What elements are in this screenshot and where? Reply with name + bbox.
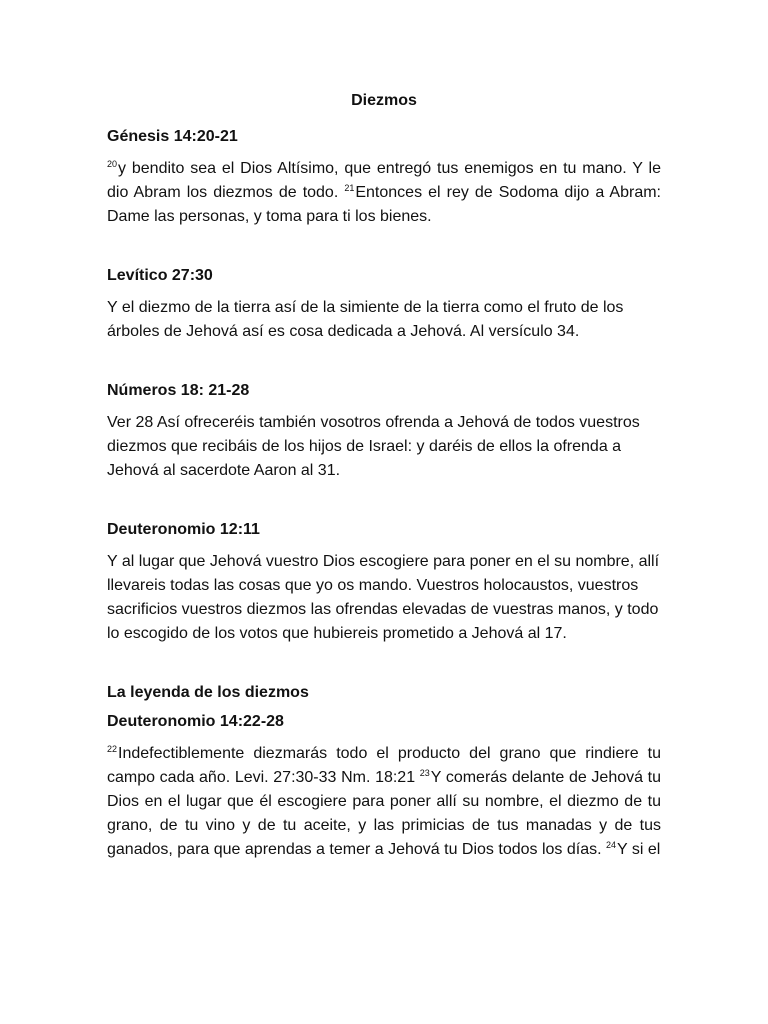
section-heading-leyenda: La leyenda de los diezmos bbox=[107, 684, 309, 701]
section-heading-numeros: Números 18: 21-28 bbox=[107, 382, 250, 399]
paragraph-levitico: Y el diezmo de la tierra así de la simiente de la tierra como el fruto de los árboles de Jehová así es cosa dedicada a Jehová. Al versículo 34. bbox=[107, 299, 624, 340]
section-heading-genesis: Génesis 14:20-21 bbox=[107, 128, 238, 145]
verse-number: 20 bbox=[107, 158, 118, 169]
paragraph-deuteronomio-12: Y al lugar que Jehová vuestro Dios escogiere para poner en el su nombre, allí llevareis todas las cosas que yo os mando. Vuestros holocaustos, vuestros sacrificios vuestros diezmos las ofrendas elevadas de vuestras manos, y todo lo escogido de los votos que hubiereis prometido a Jehová al 17. bbox=[107, 553, 660, 642]
verse-number: 22 bbox=[107, 743, 118, 754]
paragraph-deuteronomio-14 bbox=[107, 742, 661, 862]
verse-text: Y si el bbox=[617, 841, 661, 858]
section-heading-deuteronomio-12: Deuteronomio 12:11 bbox=[107, 521, 260, 538]
document-title: Diezmos bbox=[351, 92, 417, 109]
paragraph-numeros: Ver 28 Así ofreceréis también vosotros ofrenda a Jehová de todos vuestros diezmos que recibáis de los hijos de Israel: y daréis de ellos la ofrenda a Jehová al sacerdote Aaron al 31. bbox=[107, 414, 640, 479]
paragraph-genesis bbox=[107, 157, 661, 229]
section-heading-levitico: Levítico 27:30 bbox=[107, 267, 213, 284]
verse-text: y bendito sea el Dios Altísimo, que entregó tus enemigos en tu mano. Y le dio Abram los diezmos de todo. bbox=[107, 160, 661, 201]
verse-text: Indefectiblemente diezmarás todo el producto del grano que rindiere tu campo cada año. Levi. 27:30-33 Nm. 18:21 bbox=[107, 745, 661, 786]
verse-number: 23 bbox=[419, 767, 430, 778]
verse-number: 24 bbox=[606, 839, 617, 850]
section-subheading-deuteronomio-14: Deuteronomio 14:22-28 bbox=[107, 713, 284, 730]
verse-number: 21 bbox=[344, 182, 355, 193]
verse-text: Y comerás delante de Jehová tu Dios en el lugar que él escogiere para poner allí su nombre, el diezmo de tu grano, de tu vino y de tu aceite, y las primicias de tus manadas y de tus ganados, para que aprendas a temer a Jehová tu Dios todos los días. bbox=[107, 769, 662, 858]
verse-text: Entonces el rey de Sodoma dijo a Abram: Dame las personas, y toma para ti los bienes. bbox=[107, 184, 662, 225]
